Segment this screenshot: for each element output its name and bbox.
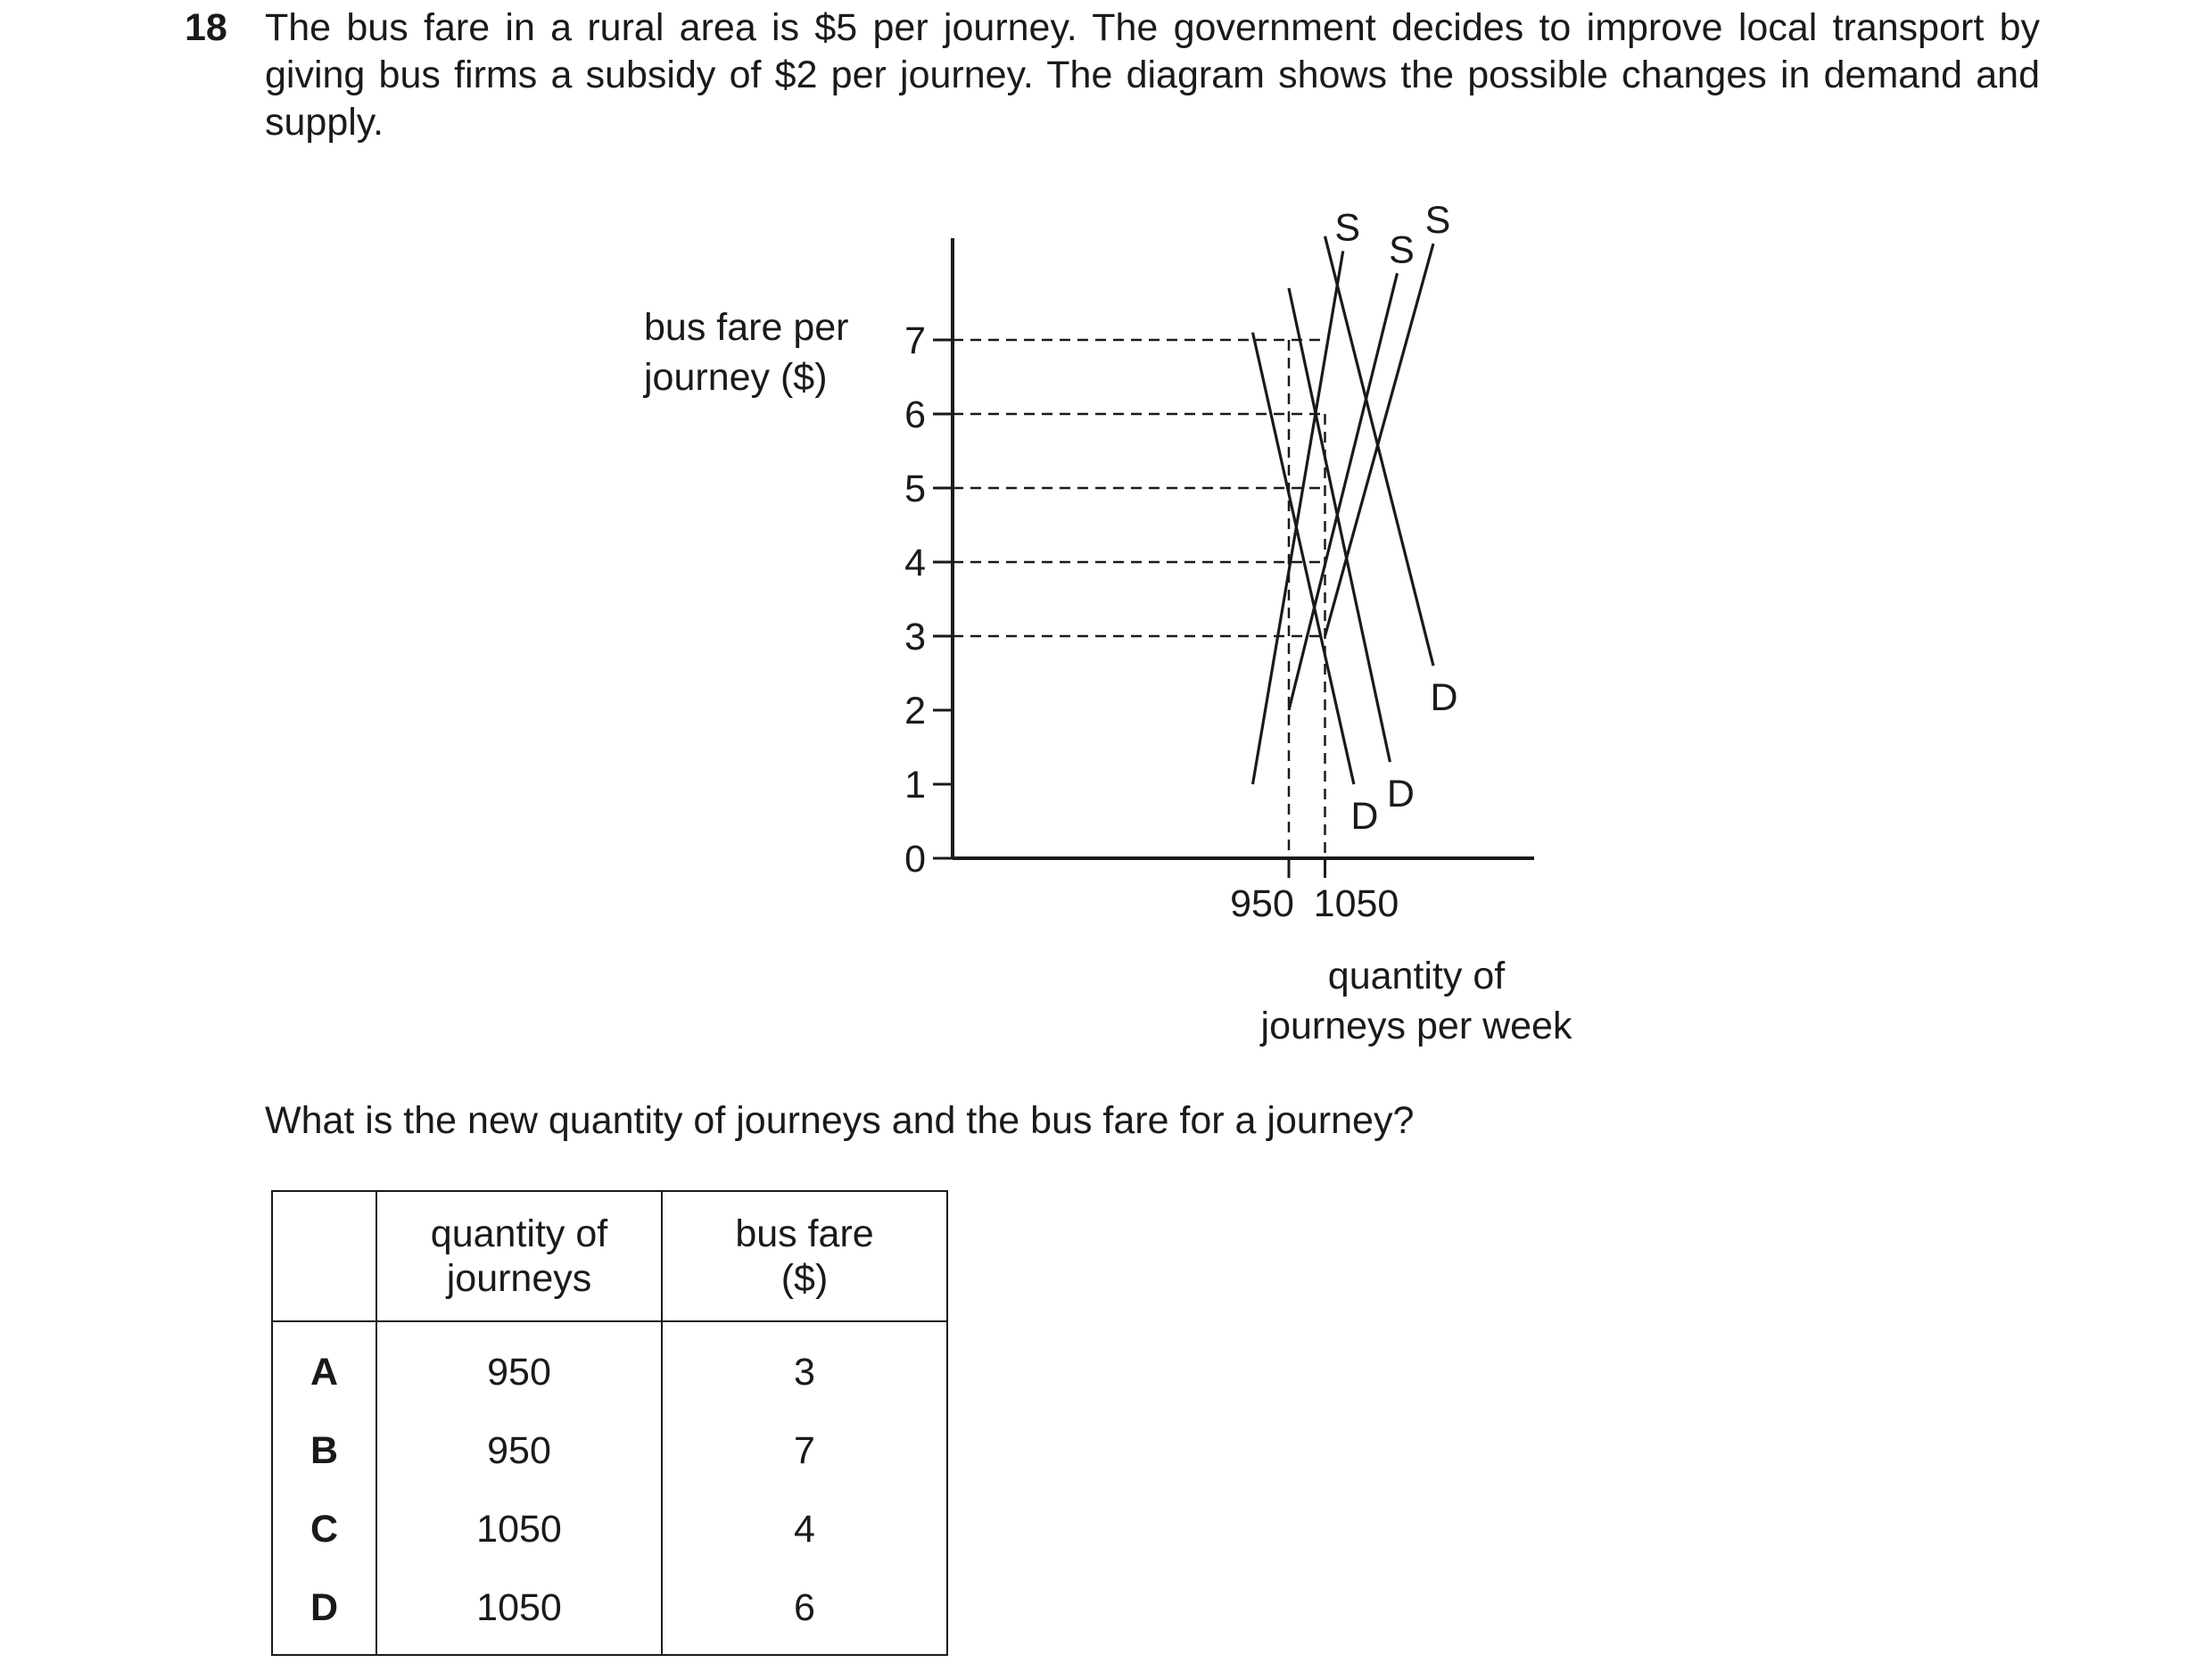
option-row-d[interactable] (272, 1568, 947, 1655)
axes (953, 238, 1534, 858)
option-letter: C (272, 1490, 376, 1568)
y-tick-label: 4 (904, 542, 926, 584)
demand-curve-label: D (1350, 795, 1379, 838)
option-fare: 6 (662, 1568, 947, 1655)
option-letter: B (272, 1411, 376, 1490)
x-tick-label: 950 (1230, 882, 1294, 925)
option-letter: A (272, 1321, 376, 1411)
header-blank (272, 1191, 376, 1321)
option-row-a[interactable] (272, 1321, 947, 1411)
demand-curve-label: D (1386, 773, 1415, 816)
option-quantity: 1050 (376, 1490, 662, 1568)
y-tick-label: 5 (904, 467, 926, 510)
x-axis-ticks (1230, 858, 1399, 925)
option-quantity: 1050 (376, 1568, 662, 1655)
option-row-b[interactable] (272, 1411, 947, 1490)
y-axis-ticks (904, 319, 953, 881)
option-row-c[interactable] (272, 1490, 947, 1568)
x-axis-label (1259, 955, 1572, 1047)
x-tick-label: 1050 (1313, 882, 1399, 925)
y-tick-label: 6 (904, 393, 926, 436)
option-quantity: 950 (376, 1411, 662, 1490)
supply-curve (1289, 273, 1398, 710)
y-tick-label: 7 (904, 319, 926, 362)
header-quantity: quantity of journeys (376, 1191, 662, 1321)
supply-curve-label: S (1334, 206, 1361, 250)
question-stem: The bus fare in a rural area is $5 per journey. The government decides to improve local transport by giving bus firms a subsidy of $2 per journey. The diagram shows the possible changes in demand and supply. (265, 6, 2040, 144)
option-fare: 7 (662, 1411, 947, 1490)
y-tick-label: 3 (904, 616, 926, 658)
y-tick-label: 2 (904, 690, 926, 732)
y-axis-label-line2: journey ($) (644, 356, 828, 399)
y-tick-label: 0 (904, 838, 926, 881)
question-prompt: What is the new quantity of journeys and the bus fare for a journey? (265, 1099, 1415, 1142)
y-axis-label (642, 306, 848, 399)
demand-curve (1253, 333, 1354, 784)
dashed-guide-lines (953, 340, 1325, 858)
header-fare: bus fare ($) (662, 1191, 947, 1321)
x-axis-label-line1: quantity of (1327, 955, 1506, 997)
y-tick-label: 1 (904, 764, 926, 807)
option-fare: 4 (662, 1490, 947, 1568)
option-fare: 3 (662, 1321, 947, 1411)
y-axis-label-line1: bus fare per (644, 306, 849, 349)
demand-curve-label: D (1430, 676, 1458, 720)
option-letter: D (272, 1568, 376, 1655)
answer-options-table (271, 1190, 948, 1656)
x-axis-label-line2: journeys per week (1260, 1005, 1572, 1047)
supply-demand-curves (1253, 199, 1458, 838)
supply-curve-label: S (1424, 199, 1451, 243)
option-quantity: 950 (376, 1321, 662, 1411)
question-number: 18 (185, 6, 227, 49)
supply-curve-label: S (1389, 228, 1415, 272)
